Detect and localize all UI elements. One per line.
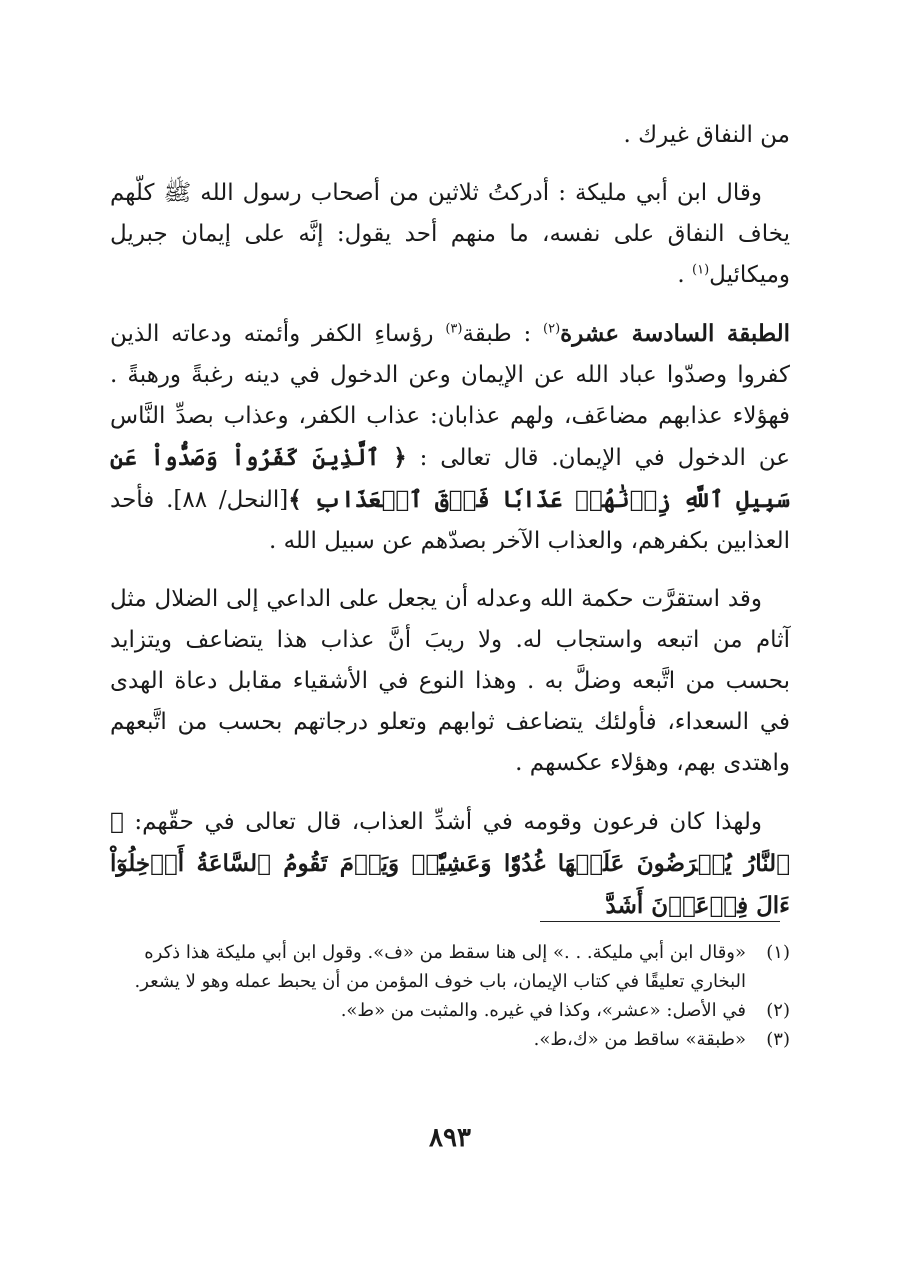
section-heading: الطبقة السادسة عشرة	[560, 320, 791, 347]
paragraph-3-text-a: : طبقة	[462, 321, 532, 347]
footnote-separator	[540, 921, 780, 922]
footnote-item	[110, 938, 790, 996]
footnote-item	[110, 1025, 790, 1054]
footnote-number: (١)	[766, 942, 790, 963]
footnote-ref-1[interactable]: (١)	[692, 262, 710, 278]
paragraph-2-end: .	[677, 262, 685, 288]
paragraph-4	[110, 579, 790, 784]
paragraph-5-text: ولهذا كان فرعون وقومه في أشدِّ العذاب، قال تعالى في حقّهم:	[134, 809, 762, 835]
footnotes	[110, 938, 790, 1054]
paragraph-5	[110, 801, 790, 927]
paragraph-3	[110, 313, 790, 562]
page-number: ٨٩٣	[429, 1123, 471, 1153]
footnote-ref-2[interactable]: (٢)	[543, 321, 561, 337]
footnote-text: «وقال ابن أبي مليكة. . .» إلى هنا سقط من «ف». وقول ابن أبي مليكة هذا ذكره البخاري تعليقًا في كتاب الإيمان، باب خوف المؤمن من أن يحبط عمله وهو لا يشعر.	[134, 942, 746, 992]
footnote-text: في الأصل: «عشر»، وكذا في غيره. والمثبت من «ط».	[340, 1000, 746, 1021]
quran-verse-1: ﴿ ٱلَّذِينَ كَفَرُواْ وَصَدُّواْ عَن سَبِيلِ ٱللَّهِ زِدۡنَٰهُمۡ عَذَابٗا فَوۡقَ ٱلۡعَذَابِ ﴾	[110, 444, 791, 513]
main-text	[110, 115, 790, 927]
footnote-item	[110, 996, 790, 1025]
quran-verse-2: ﴿ ٱلنَّارُ يُعۡرَضُونَ عَلَيۡهَا غُدُوّٗا وَعَشِيّٗاۚ وَيَوۡمَ تَقُومُ ٱلسَّاعَةُ أَدۡخِلُوٓاْ ءَالَ فِرۡعَوۡنَ أَشَدَّ	[110, 808, 790, 919]
footnote-number: (٢)	[766, 1000, 790, 1021]
paragraph-2-text: وقال ابن أبي مليكة : أدركتُ ثلاثين من أصحاب رسول الله ﷺ كلّهم يخاف النفاق على نفسه، ما منهم أحد يقول: إنَّه على إيمان جبريل وميكائيل	[110, 180, 790, 288]
footnote-ref-3[interactable]: (٣)	[445, 321, 463, 337]
footnote-number: (٣)	[766, 1029, 790, 1050]
paragraph-4-text: وقد استقرَّت حكمة الله وعدله أن يجعل على الداعي إلى الضلال مثل آثام من اتبعه واستجاب له. ولا ريبَ أنَّ عذاب هذا يتضاعف ويتزايد بحسب من اتَّبعه وضلَّ به . وهذا النوع في الأشقياء مقابل دعاة الهدى في السعداء، فأولئك يتضاعف ثوابهم وتعلو درجاتهم بحسب من اتَّبعهم واهتدى بهم، وهؤلاء عكسهم .	[110, 586, 790, 776]
footnote-text: «طبقة» ساقط من «ك،ط».	[533, 1029, 746, 1050]
paragraph-1	[110, 115, 790, 156]
paragraph-2	[110, 173, 790, 296]
paragraph-3-text-b: رؤساءِ الكفر وأئمته ودعاته الذين كفروا وصدّوا عباد الله عن الإيمان وعن الدخول في دينه رغبةً ورهبةً . فهؤلاء عذابهم مضاعَف، ولهم عذابان: عذاب الكفر، وعذاب بصدِّ النَّاس عن الدخول في الإيمان. قال تعالى :	[110, 321, 791, 471]
paragraph-3-text-c: [النحل/ ٨٨]. فأحد العذابين بكفرهم، والعذاب الآخر بصدّهم عن سبيل الله .	[110, 487, 790, 554]
paragraph-1-text: من النفاق غيرك .	[623, 122, 790, 148]
